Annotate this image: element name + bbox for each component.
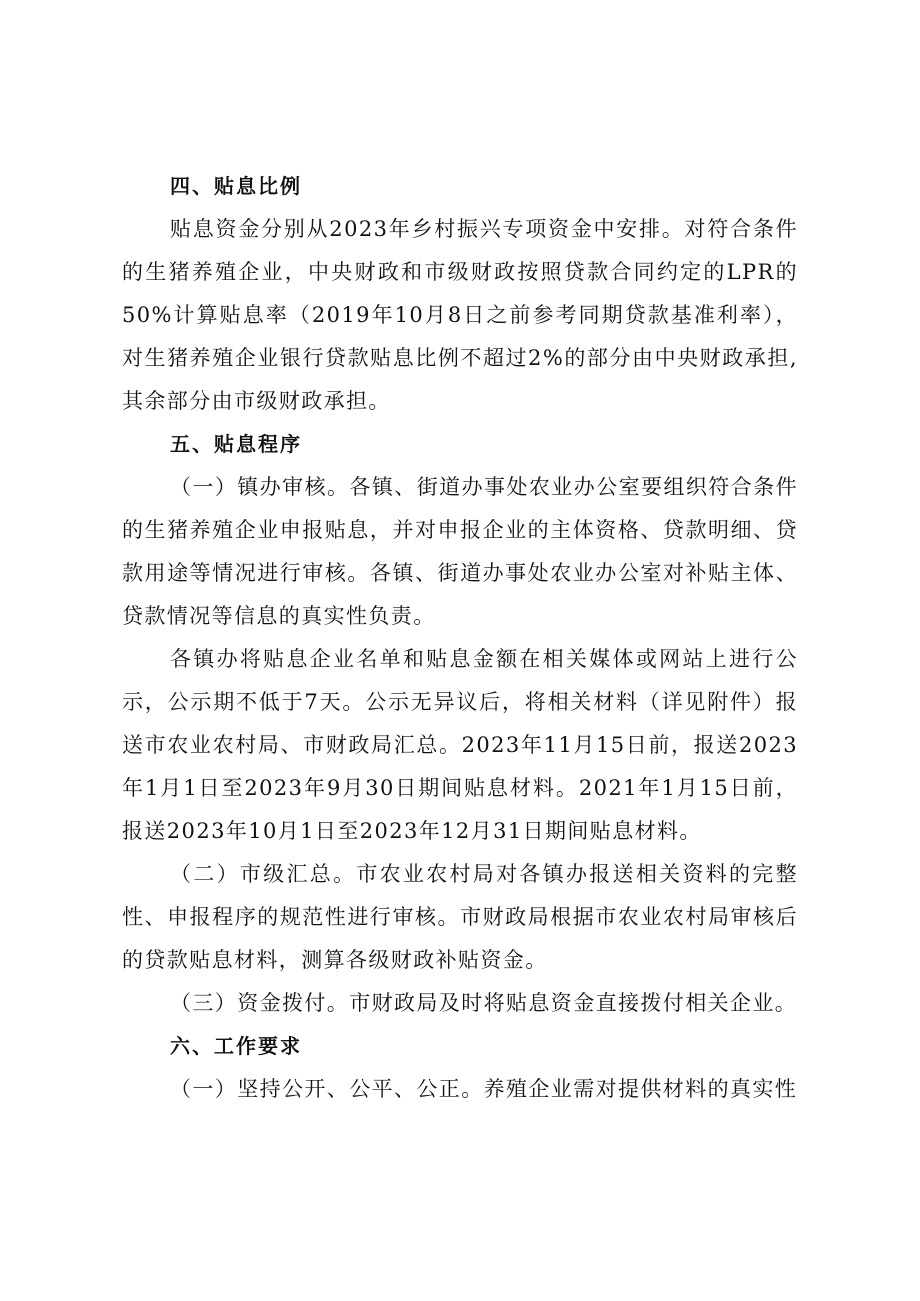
paragraph-subsidy-ratio: 贴息资金分别从2023年乡村振兴专项资金中安排。对符合条件的生猪养殖企业，中央财政和市级财政按照贷款合同约定的LPR的50%计算贴息率（2019年10月8日之前参考同期贷款基准利率），对生猪养殖企业银行贷款贴息比例不超过2%的部分由中央财政承担,其余部分由市级财政承担。 <box>122 217 798 413</box>
paragraph-city-summary: （二）市级汇总。市农业农村局对各镇办报送相关资料的完整性、申报程序的规范性进行审核。市财政局根据市农业农村局审核后的贷款贴息材料，测算各级财政补贴资金。 <box>122 862 798 972</box>
section-heading-work-requirements: 六、工作要求 <box>170 1034 302 1058</box>
section-heading-subsidy-procedure: 五、贴息程序 <box>170 432 302 456</box>
paragraph-fund-allocation: （三）资金拨付。市财政局及时将贴息资金直接拨付相关企业。 <box>170 991 798 1015</box>
paragraph-town-review: （一）镇办审核。各镇、街道办事处农业办公室要组织符合条件的生猪养殖企业申报贴息，并对申报企业的主体资格、贷款明细、贷款用途等情况进行审核。各镇、街道办事处农业办公室对补贴主体、贷款情况等信息的真实性负责。 <box>122 475 798 628</box>
document-body <box>122 165 798 1111</box>
paragraph-public-notice: 各镇办将贴息企业名单和贴息金额在相关媒体或网站上进行公示，公示期不低于7天。公示无异议后，将相关材料（详见附件）报送市农业农村局、市财政局汇总。2023年11月15日前，报送2023年1月1日至2023年9月30日期间贴息材料。2021年1月15日前，报送2023年10月1日至2023年12月31日期间贴息材料。 <box>122 647 798 843</box>
section-heading-subsidy-ratio: 四、贴息比例 <box>170 174 302 198</box>
paragraph-fairness: （一）坚持公开、公平、公正。养殖企业需对提供材料的真实性 <box>170 1077 798 1101</box>
